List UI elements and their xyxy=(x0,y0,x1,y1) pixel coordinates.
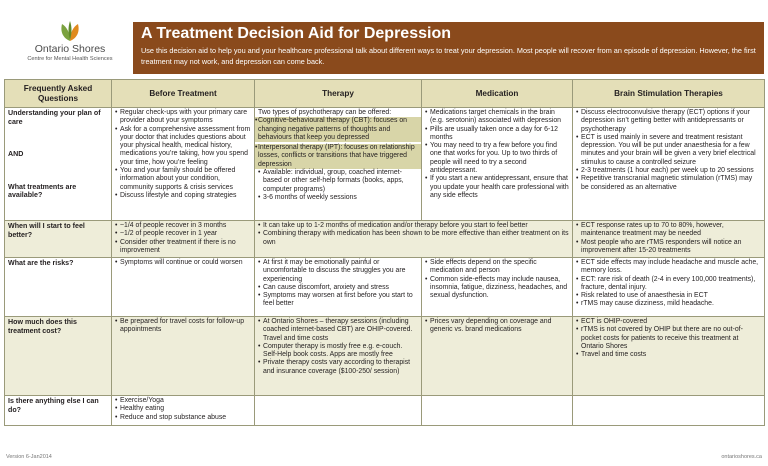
list-item: • Side effects depend on the specific medication and person xyxy=(425,259,569,276)
medication-cell xyxy=(422,258,573,317)
list-item: • 3-6 months of weekly sessions xyxy=(258,194,418,202)
question-cost: How much does this treatment cost? xyxy=(5,317,112,396)
therapy-cell xyxy=(255,108,422,221)
before-treatment-cell xyxy=(112,317,255,396)
therapy-intro: Two types of psychotherapy can be offered: xyxy=(258,109,392,116)
list-item: • rTMS may cause dizziness, mild headache. xyxy=(576,300,761,308)
organization-logo xyxy=(14,20,126,62)
question-else: Is there anything else I can do? xyxy=(5,396,112,426)
list-item: • Can cause discomfort, anxiety and stress xyxy=(258,284,418,292)
table-row-risks xyxy=(5,258,765,317)
list-item: • Repetitive transcranial magnetic stimulation (rTMS) may be considered as an alternative xyxy=(576,175,761,192)
ipt-item: • Interpersonal therapy (IPT): focuses on relationship losses, conflicts or transitions that have triggered depression xyxy=(255,144,421,169)
before-treatment-cell xyxy=(112,221,255,258)
table-row-understanding xyxy=(5,108,765,221)
website-label: ontarioshores.ca xyxy=(721,454,762,460)
decision-aid-table xyxy=(4,79,765,426)
leaf-logo-icon xyxy=(57,20,83,42)
brain-stimulation-cell xyxy=(573,317,765,396)
logo-name: Ontario Shores xyxy=(34,43,106,55)
table-row-cost xyxy=(5,317,765,396)
table-row-when xyxy=(5,221,765,258)
list-item: • Common side-effects may include nausea, insomnia, fatigue, dizziness, headaches, and sexual dysfunction. xyxy=(425,276,569,301)
list-item: • Discuss lifestyle and coping strategies xyxy=(115,192,251,200)
version-label: Version 6-Jan2014 xyxy=(6,454,52,460)
list-item: • ECT is used mainly in severe and treatment resistant depression. You will be put under anaesthesia for a few minutes and your brain will be given a very brief electrical stimulus to cause a controlled seizure xyxy=(576,134,761,167)
list-item: • Medications target chemicals in the brain (e.g. serotonin) associated with depression xyxy=(425,109,569,126)
list-item: • You and your family should be offered information about your condition, community supports & crisis services xyxy=(115,167,251,192)
list-item: • Private therapy costs vary according to therapist and insurance coverage ($100-250/ session) xyxy=(258,359,418,376)
list-item: • Prices vary depending on coverage and generic vs. brand medications xyxy=(425,318,569,335)
cbt-item: • Cognitive-behavioural therapy (CBT): focuses on changing negative patterns of thoughts and behaviours that keep you depressed xyxy=(255,117,421,142)
therapy-cell xyxy=(255,258,422,317)
medication-cell xyxy=(422,317,573,396)
list-item: • Healthy eating xyxy=(115,405,251,413)
list-item: • Be prepared for travel costs for follow-up appointments xyxy=(115,318,251,335)
question-understanding: Understanding your plan of care xyxy=(8,109,101,126)
therapy-medication-cell xyxy=(255,221,573,258)
list-item: • ECT is OHIP-covered xyxy=(576,318,761,326)
empty-cell xyxy=(573,396,765,426)
list-item: • At Ontario Shores – therapy sessions (including coached internet-based CBT) are OHIP-covered. Travel and time costs xyxy=(258,318,418,343)
brain-stimulation-cell xyxy=(573,258,765,317)
question-treatments: What treatments are available? xyxy=(8,182,77,199)
before-treatment-cell xyxy=(112,258,255,317)
list-item: • Reduce and stop substance abuse xyxy=(115,414,251,422)
medication-cell xyxy=(422,108,573,221)
list-item: • Travel and time costs xyxy=(576,351,761,359)
list-item: • Ask for a comprehensive assessment from your doctor that includes questions about your physical health, medical history, medications you’re taking, how you spend your time, how you’re feeling xyxy=(115,126,251,167)
list-item: • At first it may be emotionally painful or uncomfortable to discuss the struggles you are experiencing xyxy=(258,259,418,284)
list-item: • Symptoms will continue or could worsen xyxy=(115,259,251,267)
list-item: • ECT response rates up to 70 to 80%, however, maintenance treatment may be needed xyxy=(576,222,761,239)
table-row-else xyxy=(5,396,765,426)
question-cell xyxy=(5,108,112,221)
table-header-row xyxy=(5,80,765,108)
list-item: • Risk related to use of anaesthesia in ECT xyxy=(576,292,761,300)
list-item: • ECT: rare risk of death (2-4 in every 100,000 treatments), fracture, dental injury. xyxy=(576,276,761,293)
list-item: • Most people who are rTMS responders will notice an improvement after 15-20 treatments xyxy=(576,239,761,256)
list-item: • Discuss electroconvulsive therapy (ECT) options if your depression isn’t getting better with antidepressants or psychotherapy xyxy=(576,109,761,134)
list-item: • ~1/4 of people recover in 3 months xyxy=(115,222,251,230)
list-item: • Exercise/Yoga xyxy=(115,397,251,405)
list-item: • Combining therapy with medication has been shown to be more effective than either treatment on its own xyxy=(258,230,569,247)
question-when: When will I start to feel better? xyxy=(5,221,112,258)
question-risks: What are the risks? xyxy=(5,258,112,317)
list-item: • Regular check-ups with your primary care provider about your symptoms xyxy=(115,109,251,126)
brain-stimulation-cell xyxy=(573,221,765,258)
brain-stimulation-cell xyxy=(573,108,765,221)
list-item: • ~1/2 of people recover in 1 year xyxy=(115,230,251,238)
list-item: • You may need to try a few before you find one that works for you. Up to two thirds of people will need to try a second antidepressant. xyxy=(425,142,569,175)
list-item: • Computer therapy is mostly free e.g. e-couch. Self-Help book costs. Apps are mostly free xyxy=(258,343,418,360)
list-item: • It can take up to 1-2 months of medication and/or therapy before you start to feel better xyxy=(258,222,569,230)
logo-subtitle: Centre for Mental Health Sciences xyxy=(27,56,113,62)
question-and: AND xyxy=(8,150,24,158)
before-treatment-cell xyxy=(112,396,255,426)
empty-cell xyxy=(422,396,573,426)
list-item: • Available: individual, group, coached internet-based or other self-help formats (books, apps, computer programs) xyxy=(258,169,418,194)
list-item: • ECT side effects may include headache and muscle ache, memory loss. xyxy=(576,259,761,276)
before-treatment-cell xyxy=(112,108,255,221)
list-item: • Pills are usually taken once a day for 6-12 months xyxy=(425,126,569,143)
title-banner xyxy=(133,22,764,74)
empty-cell xyxy=(255,396,422,426)
list-item: • If you start a new antidepressant, ensure that you update your health care professional with any side effects xyxy=(425,175,569,200)
header-medication: Medication xyxy=(422,80,573,108)
intro-text: Use this decision aid to help you and your healthcare professional talk about different ways to treat your depression. Most people will recover from an episode of depression. However, the first treatment may not work, and depression can come back. xyxy=(141,46,756,66)
header-therapy: Therapy xyxy=(255,80,422,108)
list-item: • 2-3 treatments (1 hour each) per week up to 20 sessions xyxy=(576,167,761,175)
list-item: • Symptoms may worsen at first before you start to feel better xyxy=(258,292,418,309)
header-faq: Frequently Asked Questions xyxy=(5,80,112,108)
header-before-treatment: Before Treatment xyxy=(112,80,255,108)
list-item: • rTMS is not covered by OHIP but there are no out-of-pocket costs for patients to receive this treatment at Ontario Shores xyxy=(576,326,761,351)
page-title: A Treatment Decision Aid for Depression xyxy=(141,25,451,42)
therapy-cell xyxy=(255,317,422,396)
list-item: • Consider other treatment if there is no improvement xyxy=(115,239,251,256)
header-brain-stimulation: Brain Stimulation Therapies xyxy=(573,80,765,108)
